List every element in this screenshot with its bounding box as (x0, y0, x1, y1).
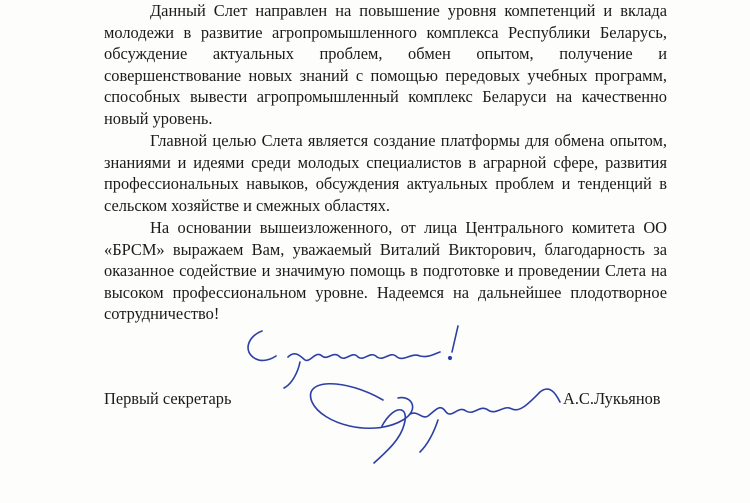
signature-body-stroke (410, 389, 560, 417)
signature-flourish (374, 410, 405, 463)
note-exclamation-stroke (452, 326, 458, 352)
signature-descender (420, 420, 438, 452)
signature-big-loop (311, 384, 413, 428)
letter-body (104, 0, 667, 326)
paragraph-1: Данный Слет направлен на повышение уровня компетенций и вклада молодежи в развитие агропромышленного комплекса Республики Беларусь, обсуждение актуальных проблем, обмен опытом, получение и совершенствование новых знаний с помощью передовых учебных программ, способных вывести агропромышленный комплекс Беларуси на качественно новый уровень. (104, 1, 667, 128)
signature-ink-strokes (248, 326, 560, 463)
paragraph-2: Главной целью Слета является создание платформы для обмена опытом, знаниями и идеями среди молодых специалистов в аграрной сфере, развития профессиональных навыков, обсуждения актуальных проблем и тенденций в сельском хозяйстве и смежных областях. (104, 131, 667, 215)
signatory-name: А.С.Лукьянов (563, 389, 661, 408)
note-exclamation-dot (449, 357, 452, 360)
note-descender-stroke (284, 362, 300, 388)
note-word-stroke (288, 352, 440, 360)
note-c-stroke (248, 331, 276, 360)
paragraph-3: На основании вышеизложенного, от лица Центрального комитета ОО «БРСМ» выражаем Вам, уважаемый Виталий Викторович, благодарность за оказанное содействие и значимую помощь в подготовке и проведении Слета на высоком профессиональном уровне. Надеемся на дальнейшее плодотворное сотрудничество! (104, 218, 667, 323)
signatory-title: Первый секретарь (104, 389, 232, 408)
